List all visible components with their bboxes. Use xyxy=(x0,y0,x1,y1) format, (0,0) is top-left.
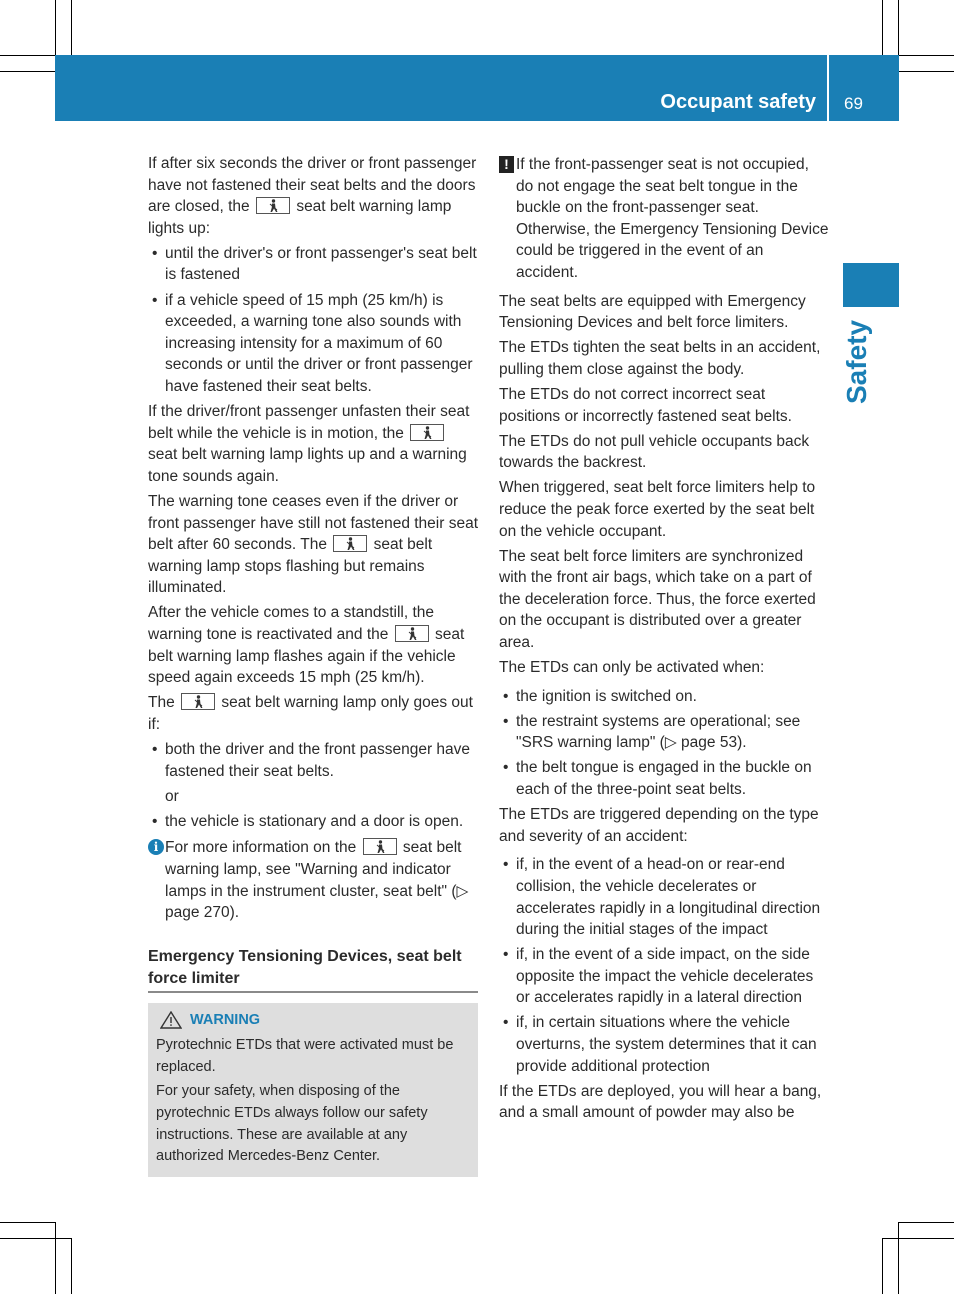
crop-mark xyxy=(882,1238,954,1239)
warning-triangle-icon xyxy=(160,1011,182,1029)
list-item: • the belt tongue is engaged in the buckle on each of the three-point seat belts. xyxy=(499,757,829,800)
crop-mark xyxy=(71,1238,72,1294)
notice-note: ! If the front-passenger seat is not occupied, do not engage the seat belt tongue in the buckle on the front-passenger seat. Otherwise, the Emergency Tensioning Device could be triggered in the event of an accident. xyxy=(499,154,829,284)
crop-mark xyxy=(899,1222,954,1223)
crop-mark xyxy=(71,0,72,55)
list-item: • if, in certain situations where the vehicle overturns, the system determines that it can provide additional protection xyxy=(499,1012,829,1077)
list-item: • if a vehicle speed of 15 mph (25 km/h) is exceeded, a warning tone also sounds with increasing intensity for a maximum of 60 seconds or until the driver or front passenger have fastened their seat belts. xyxy=(148,290,478,398)
crop-mark xyxy=(882,1238,883,1294)
page-title: Occupant safety xyxy=(660,91,816,113)
crop-mark xyxy=(882,0,883,55)
paragraph: When triggered, seat belt force limiters help to reduce the peak force exerted by the seat belt on the vehicle occupant. xyxy=(499,479,816,540)
seat-belt-warning-lamp-icon xyxy=(395,625,429,642)
paragraph: If the driver/front passenger unfasten their seat belt while the vehicle is in motion, the seat belt warning lamp lights up and a warning tone sounds again. xyxy=(148,403,470,485)
seat-belt-warning-lamp-icon xyxy=(363,838,397,855)
paragraph: After the vehicle comes to a standstill, the warning tone is reactivated and the seat belt warning lamp flashes again if the vehicle speed again exceeds 15 mph (25 km/h). xyxy=(148,604,465,687)
paragraph: The ETDs do not pull vehicle occupants back towards the backrest. xyxy=(499,432,810,472)
bullet-list xyxy=(148,739,478,782)
side-tab-marker xyxy=(843,263,899,307)
seat-belt-warning-lamp-icon xyxy=(181,693,215,710)
list-item: • if, in the event of a head-on or rear-end collision, the vehicle decelerates or accelerates rapidly in a longitudinal direction during the initial stages of the impact xyxy=(499,854,829,940)
side-tab-label: Safety xyxy=(841,319,872,405)
paragraph: The seat belts are equipped with Emergency Tensioning Devices and belt force limiters. xyxy=(499,292,806,332)
exclamation-icon: ! xyxy=(499,156,514,173)
crop-mark xyxy=(0,1238,71,1239)
crop-mark xyxy=(898,0,899,55)
paragraph: If the ETDs are deployed, you will hear a bang, and a small amount of powder may also be xyxy=(499,1082,822,1122)
paragraph: The ETDs are triggered depending on the type and severity of an accident: xyxy=(499,806,819,845)
list-item: • the ignition is switched on. xyxy=(499,686,829,708)
crop-mark xyxy=(899,71,954,72)
crop-mark xyxy=(0,55,55,56)
section-heading: Emergency Tensioning Devices, seat belt force limiter xyxy=(148,946,478,993)
bullet-list xyxy=(499,854,829,1077)
warning-text: For your safety, when disposing of the pyrotechnic ETDs always follow our safety instructions. These are available at any authorized Mercedes-Benz Center. xyxy=(156,1083,428,1165)
bullet-list xyxy=(148,243,478,398)
paragraph: The seat belt warning lamp only goes out if: xyxy=(148,694,473,733)
list-item: • until the driver's or front passenger's seat belt is fastened xyxy=(148,243,478,286)
seat-belt-warning-lamp-icon xyxy=(256,197,290,214)
paragraph: The seat belt force limiters are synchronized with the front air bags, which take on a part of the deceleration force. Thus, the force exerted on the occupant is distributed over a greater area. xyxy=(499,547,816,651)
seat-belt-warning-lamp-icon xyxy=(410,424,444,441)
or-text: or xyxy=(165,787,179,805)
paragraph: The ETDs do not correct incorrect seat positions or incorrectly fastened seat belts. xyxy=(499,385,792,425)
paragraph: The warning tone ceases even if the driver or front passenger have still not fastened their seat belt after 60 seconds. The seat belt warning lamp stops flashing but remains illuminated. xyxy=(148,492,479,597)
left-column xyxy=(148,153,478,1177)
right-column xyxy=(499,154,829,1127)
crop-mark xyxy=(0,1222,55,1223)
list-item: • both the driver and the front passenger have fastened their seat belts. xyxy=(148,739,478,782)
info-icon: i xyxy=(148,839,164,855)
list-item: • the vehicle is stationary and a door is open. xyxy=(148,811,478,833)
list-item: • the restraint systems are operational; see "SRS warning lamp" (▷ page 53). xyxy=(499,711,829,754)
info-note: i For more information on the seat belt warning lamp, see "Warning and indicator lamps in the instrument cluster, seat belt" (▷ page 270). xyxy=(148,837,478,923)
crop-mark xyxy=(898,1222,899,1294)
paragraph: If after six seconds the driver or front passenger have not fastened their seat belts and the doors are closed, the seat belt warning lamp lights up: xyxy=(148,155,477,237)
warning-text: Pyrotechnic ETDs that were activated must be replaced. xyxy=(156,1037,454,1075)
crop-mark xyxy=(0,71,55,72)
paragraph: The ETDs tighten the seat belts in an accident, pulling them close against the body. xyxy=(499,339,821,378)
bullet-list xyxy=(148,811,478,833)
page-number: 69 xyxy=(844,94,863,113)
header-bar xyxy=(55,55,899,121)
list-item: • if, in the event of a side impact, on the side opposite the impact the vehicle decelerates or accelerates rapidly in a lateral direction xyxy=(499,944,829,1009)
warning-box xyxy=(148,1003,478,1177)
paragraph: The ETDs can only be activated when: xyxy=(499,659,765,677)
bullet-list xyxy=(499,686,829,801)
crop-mark xyxy=(55,0,56,55)
seat-belt-warning-lamp-icon xyxy=(333,535,367,552)
crop-mark xyxy=(55,1222,56,1294)
warning-header xyxy=(156,1010,470,1032)
crop-mark xyxy=(899,55,954,56)
header-divider xyxy=(827,55,829,121)
warning-title: WARNING xyxy=(190,1011,261,1028)
